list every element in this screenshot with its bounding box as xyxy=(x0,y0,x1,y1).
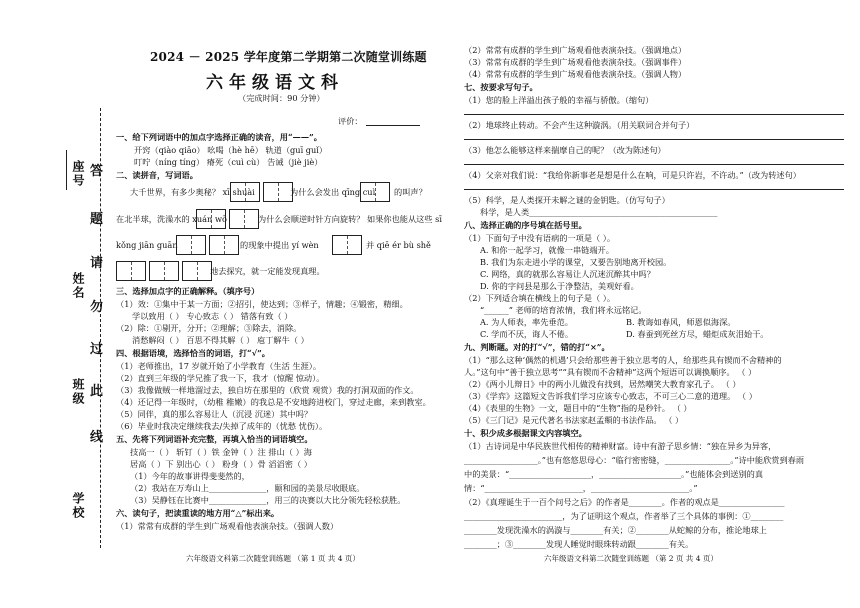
answer-grid[interactable] xyxy=(360,182,393,202)
q9-line: （3）《学弈》这篇短文告诉我们学习应该专心致志，不可三心二意的道理。 （ ） xyxy=(464,391,757,401)
q10-line: 情：“________________________，________________________。” xyxy=(464,483,698,493)
q8-option: A. 和你一起学习，就像一串链端开。 xyxy=(480,245,614,255)
answer-line[interactable] xyxy=(464,189,844,190)
q7-line: （5）科学，是人类探开未解之谜的金钥匙。（仿写句子） xyxy=(464,195,670,205)
seal-char: 请 xyxy=(90,256,104,271)
q10-line: __________________。”也有悠悠思母心：“临行密密缝，________________。”诗中能欣赏到春雨 xyxy=(464,455,805,465)
q5-heading: 五、先将下列词语补充完整，再填入恰当的词语填空。 xyxy=(116,434,313,444)
q8-option: C. 学而不厌，诲人不倦。 xyxy=(480,329,574,339)
q8-option: D. 春蚕到死丝方尽，蜡炬成灰泪始干。 xyxy=(626,329,769,339)
q9-line: 人。”这句中“善于独立思考”“具有锲而不舍精神”这两个短语可以调换顺序。 （ ） xyxy=(464,367,757,377)
q4-line: （3）我像做贼一样地溜过去，独自坊在那里的（欣赏 观赏）我的打洞双面的作文。 xyxy=(116,385,419,395)
q5-line: （3）吴静钰在比赛中______________，用三的决赛以大比分领先轻松获胜。 xyxy=(130,495,406,505)
seal-char: 此 xyxy=(90,384,104,399)
q10-line: ________发现洗澡水的涡漩与________有关；②________从蛇鲸的分布，推论地球上 xyxy=(464,525,767,535)
exam-header-title: 2024 － 2025 学年度第二学期第二次随堂训练题 xyxy=(150,50,427,64)
q2-text: 并 qiē ér bù shě xyxy=(366,240,431,250)
time-limit: （完成时间：90 分钟） xyxy=(238,93,325,103)
q8-option: C. 网络，真的就那么容易让人沉迷沉醉其中吗？ xyxy=(480,269,655,279)
answer-line[interactable] xyxy=(464,164,844,165)
seal-char: 过 xyxy=(90,342,104,357)
exam-page-2 xyxy=(436,0,860,608)
answer-grid[interactable] xyxy=(116,261,215,281)
score-line xyxy=(366,125,420,126)
q8-option: B. 教诲如春风，师恩似海深。 xyxy=(626,317,736,327)
q2-text: 地去探究，就一定能发现真理。 xyxy=(210,266,325,276)
q10-line: （1）古诗词是中华民族世代相传的精神财富。诗中有游子思乡情：“独在异乡为异客， xyxy=(464,441,777,451)
q8-option: A. 为人师表，率先垂范。 xyxy=(480,317,573,327)
q8-line: “______” 老师的培育浓情，我们将永远铭记。 xyxy=(480,305,647,315)
q9-line: （5）《三门记》是元代著名书法家赵孟頫的书法作品。 （ ） xyxy=(464,415,684,425)
answer-line[interactable] xyxy=(464,114,844,115)
q9-line: （2）《两小儿辩日》中的两小儿做没有找到，居然嘲笑大教育家孔子。 （ ） xyxy=(464,379,741,389)
answer-grid[interactable] xyxy=(196,209,262,229)
q2-text: 的叫声？ xyxy=(394,187,427,197)
seal-char: 线 xyxy=(90,430,104,445)
answer-line[interactable] xyxy=(464,139,844,140)
q5-line: 技高一（ ） 斩钉（ ）铁 金钟（ ）注 排山（ ）海 xyxy=(130,447,312,457)
class-label: 班级 xyxy=(71,378,85,406)
q4-line: （5）同伴，真的那么容易让人（沉浸 沉迷）其中吗？ xyxy=(116,409,313,419)
q4-line: （4）还记得一年级时，（幼稚 稚嫩）的我总是不安地跨进校门，穿过走廊，来到教室。 xyxy=(116,397,431,407)
q6-line: （1）常常有成群的学生到广场观看他表演杂技。（强调人数） xyxy=(116,521,339,531)
q8-option: B. 我们为东走进小学的课堂，又要告别地离开校园。 xyxy=(480,257,672,267)
q7-line: （3）他怎么能够这样来揣摩自己的呢？（改为陈述句） xyxy=(464,145,666,155)
q8-option: D. 你的字问县是那么于净整洁，美观好看。 xyxy=(480,281,639,291)
seal-char: 题 xyxy=(90,212,104,227)
q4-heading: 四、根据语境，选择恰当的词语，打“√”。 xyxy=(116,348,270,358)
q5-line: 居高（ ）下 别出心（ ） 粉身（ ）骨 滔滔密（ ） xyxy=(130,459,312,469)
q9-line: （1）“那么这种‘偶然的机遇’只会给那些善于独立思考的人，给那些具有锲而不舍精神的 xyxy=(464,355,782,365)
q7-line: （1）您的脸上洋溢出孩子般的幸福与骄傲。（缩句） xyxy=(464,95,654,105)
seat-line xyxy=(66,150,67,190)
q1-line: 开窍（qiào qiāo） 吆喝（hè hē） 轨道（guī guǐ） xyxy=(134,145,328,155)
q10-line: ________；③________发现人睡觉时眼珠转动跟________有关。 xyxy=(464,539,694,549)
q8-heading: 八、选择正确的序号填在括号里。 xyxy=(464,220,587,230)
q9-heading: 九、判断题。对的打“√”，错的打“×”。 xyxy=(464,342,610,352)
page-footer: 六年级语文科第二次随堂训练题 （第 2 页 共 4 页） xyxy=(544,554,718,563)
q10-line: （2）《真理诞生于一百个问号之后》的作者是________。作者的观点是________________ xyxy=(464,497,785,507)
q6-line: （2）常常有成群的学生到广场观看他表演杂技。（强调地点） xyxy=(464,45,687,55)
q4-line: （6）毕业时我决定继续我去/失掉了成年的（忧愁 忧伤）。 xyxy=(116,421,328,431)
q2-heading: 二、读拼音，写词语。 xyxy=(116,170,198,180)
name-label: 姓名 xyxy=(71,272,85,300)
q2-text: 为什么会发出 qīng cuì xyxy=(290,187,376,197)
q2-text: 在北半球，洗澡水的 xuán wō xyxy=(116,214,227,224)
q2-text: 大千世界，有多少奥秘？ xī shuài xyxy=(130,187,255,197)
seal-char: 答 xyxy=(90,164,104,179)
q6-line: （3）常常有成群的学生到广场观看他表演杂技。（强调事件） xyxy=(464,57,687,67)
q9-line: （4）《表里的生物》一文，题目中的“生物”指的是秒针。 （ ） xyxy=(464,403,692,413)
q4-line: （2）直到三年级的学兄推了我一下，我才（惊醒 惊动）。 xyxy=(116,373,325,383)
q7-line: （4）父亲对我们说：“我给你新事老是想是什么在响，可是只许岩，不许动。”（改为转述句） xyxy=(464,170,801,180)
answer-grid[interactable] xyxy=(230,182,296,202)
subject-title: 六年级语文科 xyxy=(206,73,344,93)
page-footer: 六年级语文科第二次随堂训练题 （第 1 页 共 4 页） xyxy=(186,554,360,563)
answer-grid[interactable] xyxy=(332,235,365,255)
q7-line: （2）地球终止转动。不会产生这种漩涡。（用关联词合并句子） xyxy=(464,120,695,130)
q3-line: 消愁解闷（ ） 百思不得其解（ ） 庖丁解牛（ ） xyxy=(132,335,309,345)
seat-label: 座号 xyxy=(71,160,85,188)
q5-line: （1）今年的故事讲得斐斐然的， xyxy=(130,471,250,481)
q6-heading: 六、读句子，把读重读的地方用“△”标出来。 xyxy=(116,508,280,518)
q3-line: （2）除：①剔开，分开；②理解；③除去，消除。 xyxy=(116,323,302,333)
score-label: 评价： xyxy=(338,116,363,126)
q1-heading: 一、给下列词语中的加点字选择正确的读音，用“——”。 xyxy=(116,132,322,142)
q4-line: （1）老师推出，17 岁就开始了小学教育（生活 生涯）。 xyxy=(116,361,322,371)
school-label: 学校 xyxy=(71,492,85,520)
q3-line: （1）效：①集中于某一方面；②招引，使达到；③样子，情趣；④锻密，精细。 xyxy=(116,299,408,309)
q5-line: （2）我站在万寿山上______________，颐和园的美景尽收眼底。 xyxy=(130,483,365,493)
seal-char: 勿 xyxy=(90,300,104,315)
q6-line: （4）常常有成群的学生到广场观看他表演杂技。（强调人物） xyxy=(464,69,687,79)
q1-line: 叮咛（níng tíng） 瘠死（cuì cù） 告诫（jiè jiè） xyxy=(134,157,323,167)
q10-line: 中的美景：“____________________，____________________。”也能体会到送别的真 xyxy=(464,469,764,479)
answer-grid[interactable] xyxy=(176,235,242,255)
q2-text: 为什么会顺逆时针方向旋转？ 如果你也能从这些 sī xyxy=(258,214,442,224)
q10-line: ________________________，为了证明这个观点，作者举了三个具体的事例：①________ xyxy=(464,511,784,521)
q7-heading: 七、按要求写句子。 xyxy=(464,82,538,92)
q2-text: kǒng jiān guān xyxy=(116,240,178,250)
q3-line: 学以致用（ ） 专心致志（ ） 错落有致（ ） xyxy=(132,311,293,321)
q2-text: 的现象中提出 yí wèn xyxy=(240,240,319,250)
q8-line: （1）下面句子中没有语病的一项是（ ）。 xyxy=(464,233,616,243)
q3-heading: 三、选择加点字的正确解释。（填序号） xyxy=(116,286,260,296)
q8-line: （2）下列适合填在横线上的句子是（ ）。 xyxy=(464,293,616,303)
q7-line: 科学，是人类______________________________________________ xyxy=(480,207,718,217)
q10-heading: 十、积少成多根据课文内容填空。 xyxy=(464,428,587,438)
